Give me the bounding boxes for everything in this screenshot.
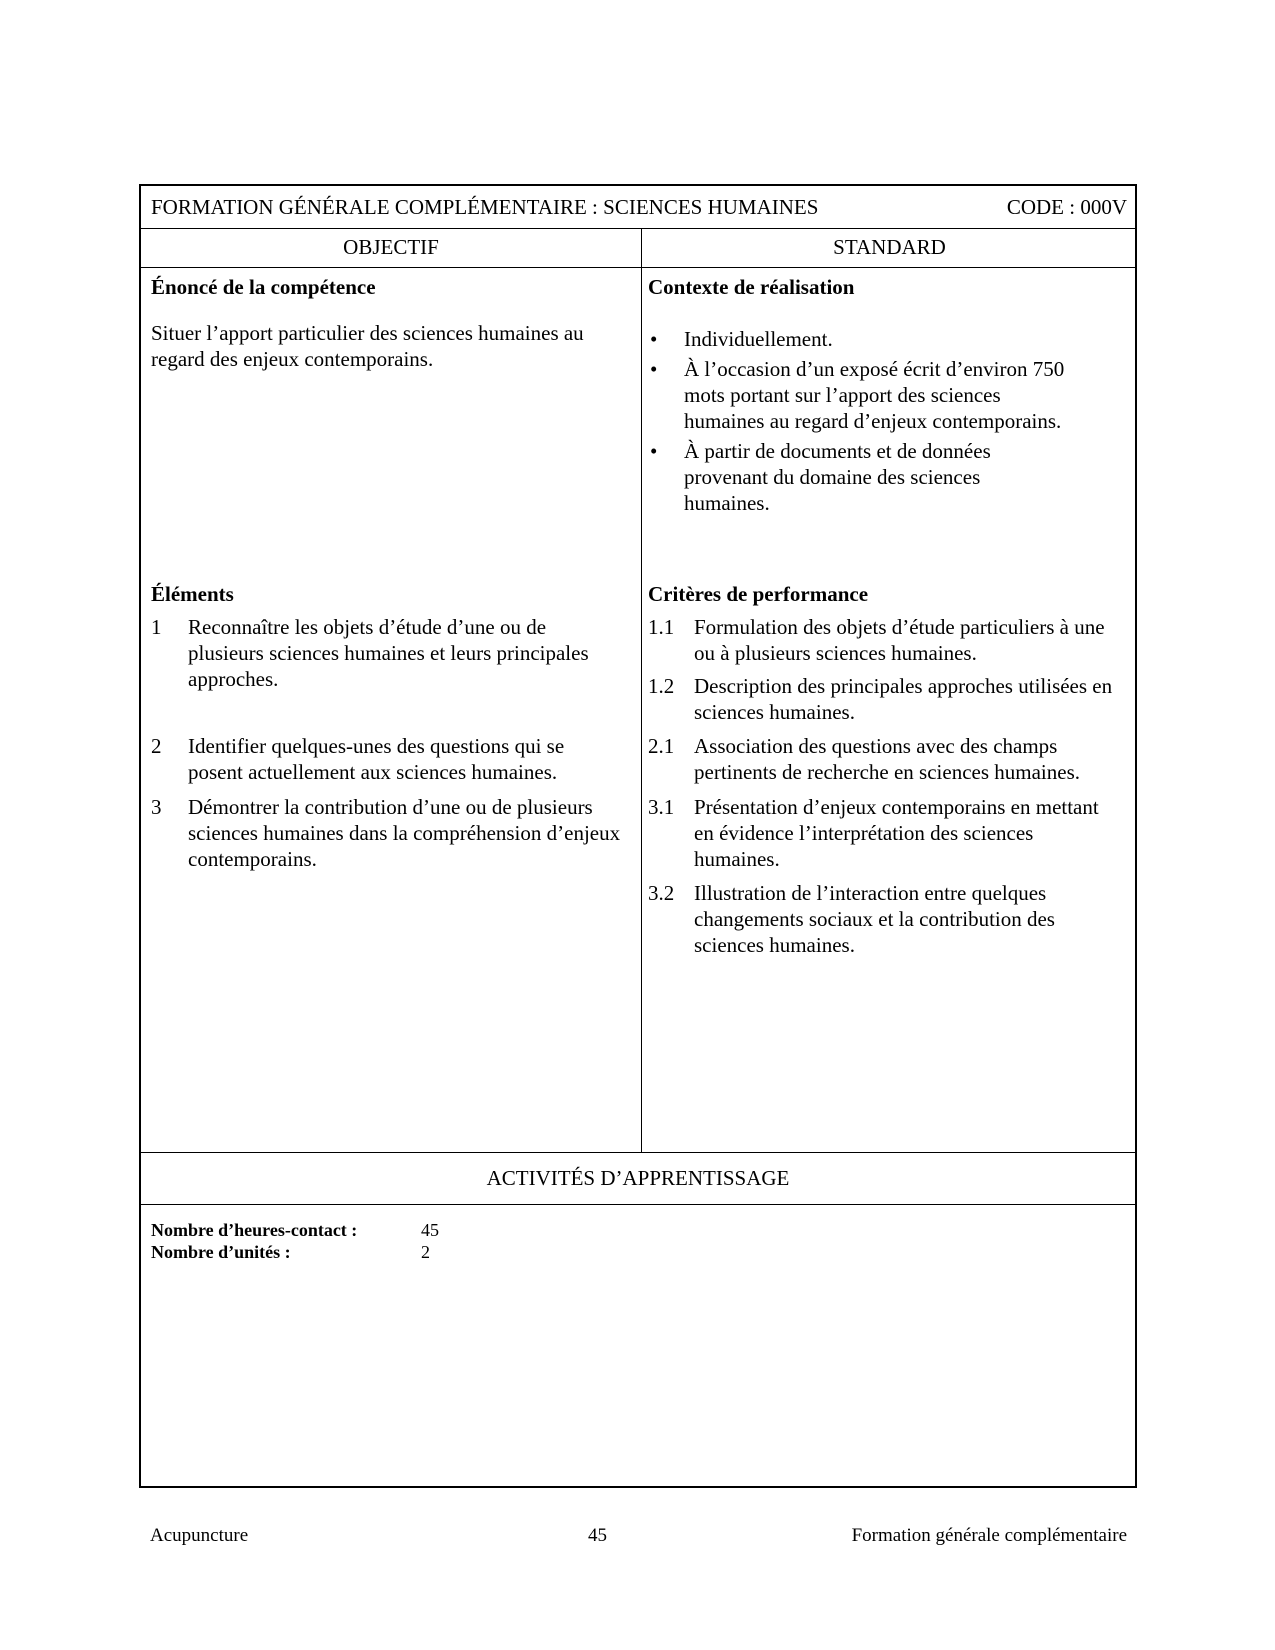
contexte-item — [648, 326, 1118, 352]
hours-info — [151, 1219, 439, 1263]
heures-value: 45 — [421, 1220, 439, 1240]
bullet-icon: • — [650, 357, 658, 381]
column-divider — [641, 228, 642, 1153]
critere-number: 1.2 — [648, 674, 675, 698]
critere-number: 2.1 — [648, 734, 675, 758]
element-text: Identifier quelques-unes des questions qui se posent actuellement aux sciences humaines. — [188, 734, 565, 784]
activites-row — [141, 1152, 1135, 1205]
unites-value: 2 — [421, 1242, 430, 1262]
critere-number: 3.2 — [648, 881, 675, 905]
critere-text: Illustration de l’interaction entre quelques changements sociaux et la contribution des sciences humaines. — [694, 881, 1055, 957]
critere-item-1-2 — [648, 673, 1123, 725]
title-row — [141, 186, 1135, 229]
critere-number: 1.1 — [648, 615, 675, 639]
bullet-icon: • — [650, 327, 658, 351]
hours-line — [151, 1219, 439, 1241]
critere-item-3-1 — [648, 794, 1123, 872]
contexte-heading: Contexte de réalisation — [648, 275, 855, 299]
elements-heading: Éléments — [151, 582, 234, 606]
contexte-item — [648, 438, 1034, 516]
element-text: Démontrer la contribution d’une ou de plusieurs sciences humaines dans la compréhension d’enjeux contemporains. — [188, 795, 621, 871]
contexte-list — [648, 326, 1118, 520]
element-text: Reconnaître les objets d’étude d’une ou de plusieurs sciences humaines et leurs principales approches. — [188, 615, 589, 691]
course-title: FORMATION GÉNÉRALE COMPLÉMENTAIRE : SCIENCES HUMAINES — [151, 195, 819, 219]
contexte-item-text: À partir de documents et de données provenant du domaine des sciences humaines. — [684, 439, 991, 515]
unites-label: Nombre d’unités : — [151, 1242, 291, 1262]
bullet-icon: • — [650, 439, 658, 463]
column-header-row — [141, 228, 1135, 268]
critere-item-3-2 — [648, 880, 1123, 958]
footer-right: Formation générale complémentaire — [851, 1525, 1127, 1546]
page-number: 45 — [588, 1525, 607, 1546]
critere-text: Présentation d’enjeux contemporains en mettant en évidence l’interprétation des sciences humaines. — [694, 795, 1099, 871]
enonce-heading: Énoncé de la compétence — [151, 275, 376, 299]
standard-header: STANDARD — [833, 235, 946, 259]
contexte-item-text: À l’occasion d’un exposé écrit d’environ 750 mots portant sur l’apport des sciences humaines au regard d’enjeux contemporains. — [684, 357, 1065, 433]
activites-heading: ACTIVITÉS D’APPRENTISSAGE — [486, 1166, 790, 1190]
heures-label: Nombre d’heures-contact : — [151, 1220, 358, 1240]
element-item-1 — [151, 614, 621, 692]
critere-item-2-1 — [648, 733, 1123, 785]
contexte-item — [648, 356, 1076, 434]
units-line — [151, 1241, 439, 1263]
critere-text: Description des principales approches utilisées en sciences humaines. — [694, 674, 1113, 724]
element-item-2 — [151, 733, 621, 785]
criteres-heading: Critères de performance — [648, 582, 869, 606]
element-number: 2 — [151, 734, 162, 758]
critere-item-1-1 — [648, 614, 1123, 666]
element-number: 3 — [151, 795, 162, 819]
enonce-text: Situer l’apport particulier des sciences humaines au regard des enjeux contemporains. — [151, 321, 584, 371]
critere-text: Association des questions avec des champs pertinents de recherche en sciences humaines. — [694, 734, 1080, 784]
competency-table — [139, 184, 1137, 1488]
critere-number: 3.1 — [648, 795, 675, 819]
element-item-3 — [151, 794, 621, 872]
objectif-header: OBJECTIF — [343, 235, 439, 259]
contexte-item-text: Individuellement. — [684, 327, 833, 351]
footer-left: Acupuncture — [150, 1525, 249, 1546]
course-code: CODE : 000V — [1006, 195, 1127, 219]
element-number: 1 — [151, 615, 162, 639]
critere-text: Formulation des objets d’étude particuliers à une ou à plusieurs sciences humaines. — [694, 615, 1105, 665]
